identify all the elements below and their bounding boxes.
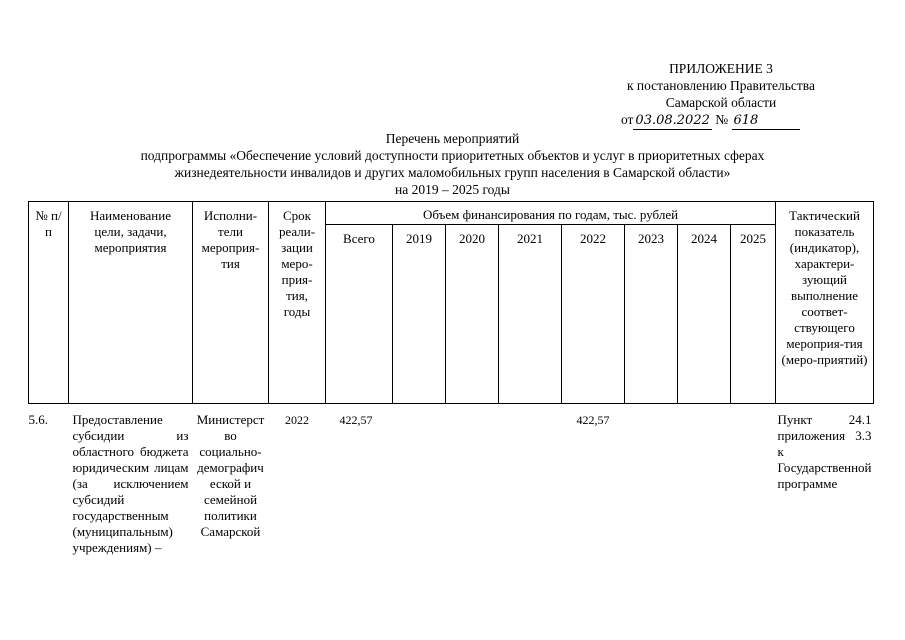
- header-2025-text: 2025: [740, 231, 766, 246]
- header-2019: [393, 225, 446, 404]
- title-line-3: жизнедеятельности инвалидов и других маломобильных групп населения в Самарской области»: [174, 165, 731, 180]
- header-executors-text: Исполни-тели мероприя-тия: [201, 208, 260, 271]
- header-total: [326, 225, 393, 404]
- header-name-text: Наименование цели, задачи, мероприятия: [90, 208, 171, 255]
- header-executors: [193, 202, 269, 404]
- header-2022: [562, 225, 625, 404]
- header-2021-text: 2021: [517, 231, 543, 246]
- number-prefix: №: [715, 112, 729, 127]
- header-2021: [499, 225, 562, 404]
- row-2022-text: 422,57: [576, 413, 610, 427]
- header-2024-text: 2024: [691, 231, 717, 246]
- header-total-text: Всего: [343, 231, 375, 246]
- row-2024: [678, 404, 731, 573]
- header-no: [29, 202, 69, 404]
- appendix-date-line: [621, 111, 815, 130]
- header-2024: [678, 225, 731, 404]
- header-2023-text: 2023: [638, 231, 664, 246]
- row-name: [69, 404, 193, 573]
- appendix-block: [620, 60, 815, 130]
- title-line-4: на 2019 – 2025 годы: [395, 182, 510, 197]
- row-no: [29, 404, 69, 573]
- row-2021: [499, 404, 562, 573]
- header-2020-text: 2020: [459, 231, 485, 246]
- header-financing-text: Объем финансирования по годам, тыс. рублей: [422, 207, 679, 222]
- row-total: [326, 404, 393, 573]
- row-term-text: 2022: [285, 413, 309, 427]
- row-term: [269, 404, 326, 573]
- title-line-1: Перечень мероприятий: [385, 131, 520, 146]
- appendix-line-resolution: к постановлению Правительства: [626, 78, 815, 93]
- appendix-line-region: Самарской области: [665, 95, 777, 110]
- title-line-2: подпрограммы «Обеспечение условий доступности приоритетных объектов и услуг в приоритетных сферах: [140, 148, 765, 163]
- row-indicator: [776, 404, 874, 573]
- row-executor-text: Министерство социально-демографической и семейной политики Самарской: [196, 412, 265, 539]
- row-indicator-text: Пункт 24.1 приложения 3.3 к Государственной программе: [777, 412, 872, 491]
- measures-table: [28, 201, 874, 572]
- resolution-number: 618: [732, 112, 800, 130]
- resolution-date: 03.08.2022: [635, 113, 710, 128]
- appendix-title: ПРИЛОЖЕНИЕ 3: [669, 61, 773, 76]
- header-no-text: № п/п: [35, 208, 62, 239]
- document-title: [0, 130, 905, 198]
- header-2025: [731, 225, 776, 404]
- header-2022-text: 2022: [580, 231, 606, 246]
- header-2023: [625, 225, 678, 404]
- header-indicator-text: Тактический показатель (индикатор), характери-зующий выполнение соответ-ствующего мероприя-тия (меро-приятий): [781, 208, 868, 367]
- header-term: [269, 202, 326, 404]
- row-no-text: 5.6.: [28, 412, 48, 427]
- row-executor: [193, 404, 269, 573]
- header-indicator: [776, 202, 874, 404]
- row-2025: [731, 404, 776, 573]
- row-total-text: 422,57: [339, 413, 373, 427]
- row-name-text: Предоставление субсидии из областного бюджета юридическим лицам (за исключением субсидий государственным (муниципальным) учреждениям) –: [72, 412, 189, 555]
- table-row: [29, 404, 874, 573]
- header-row: [29, 202, 874, 225]
- date-prefix: от: [620, 112, 634, 127]
- header-2020: [446, 225, 499, 404]
- row-2023: [625, 404, 678, 573]
- row-2019: [393, 404, 446, 573]
- row-2020: [446, 404, 499, 573]
- header-2019-text: 2019: [406, 231, 432, 246]
- row-2022: [562, 404, 625, 573]
- header-term-text: Срок реали-зации меро-прия-тия, годы: [278, 208, 316, 319]
- header-financing: [326, 202, 776, 225]
- header-name: [69, 202, 193, 404]
